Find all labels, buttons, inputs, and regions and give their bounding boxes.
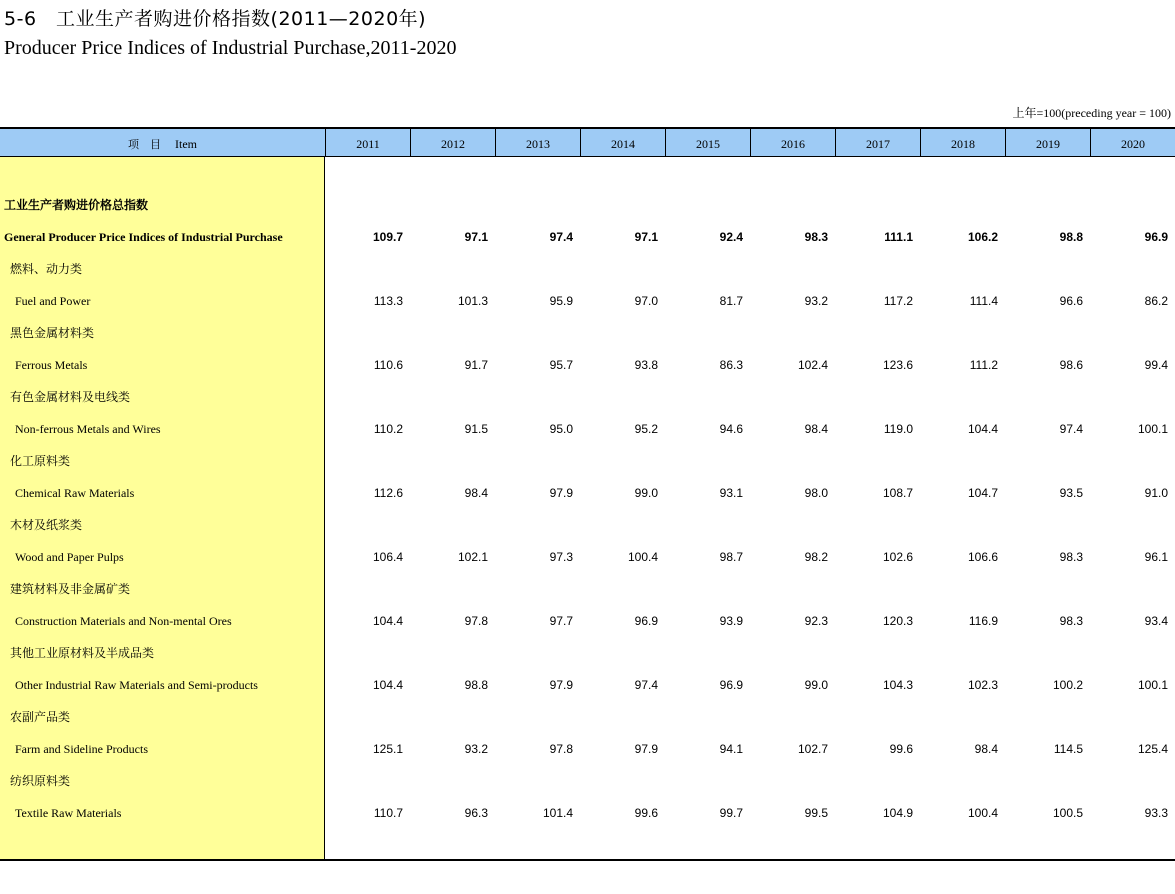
row-label-en: Farm and Sideline Products — [15, 742, 148, 756]
table-cell: 97.1 — [464, 230, 488, 244]
row-label-cn: 有色金属材料及电线类 — [10, 390, 131, 404]
table-cell: 100.1 — [1137, 678, 1168, 692]
table-cell: 104.7 — [967, 486, 998, 500]
table-cell: 99.5 — [804, 806, 828, 820]
table-cell: 97.4 — [1059, 422, 1083, 436]
row-label-en: Chemical Raw Materials — [15, 486, 135, 500]
table-cell: 96.9 — [719, 678, 743, 692]
row-label-en: Ferrous Metals — [15, 358, 88, 372]
table-cell: 101.3 — [457, 294, 488, 308]
table-cell: 94.6 — [719, 422, 743, 436]
table-cell: 98.2 — [804, 550, 828, 564]
table-cell: 97.8 — [549, 742, 573, 756]
table-cell: 98.3 — [1059, 614, 1083, 628]
table-cell: 91.0 — [1144, 486, 1168, 500]
table-cell: 97.9 — [549, 678, 573, 692]
table-cell: 93.4 — [1144, 614, 1168, 628]
page-title-en: Producer Price Indices of Industrial Purchase,2011-2020 — [4, 37, 457, 59]
row-label-cn: 工业生产者购进价格总指数 — [4, 198, 149, 212]
table-cell: 91.5 — [464, 422, 488, 436]
table-cell: 96.9 — [634, 614, 658, 628]
row-label-en: Construction Materials and Non-mental Ores — [15, 614, 232, 628]
table-cell: 92.4 — [719, 230, 743, 244]
table-cell: 99.0 — [804, 678, 828, 692]
table-cell: 92.3 — [804, 614, 828, 628]
table-cell: 98.7 — [719, 550, 743, 564]
table-cell: 117.2 — [883, 294, 913, 308]
row-label-cn: 黑色金属材料类 — [10, 326, 95, 340]
table-cell: 97.4 — [634, 678, 658, 692]
table-cell: 101.4 — [542, 806, 573, 820]
table-cell: 95.2 — [634, 422, 658, 436]
row-label-en: Wood and Paper Pulps — [15, 550, 124, 564]
table-cell: 106.6 — [967, 550, 998, 564]
table-cell: 93.2 — [804, 294, 828, 308]
price-index-table — [0, 127, 1175, 861]
table-cell: 97.9 — [549, 486, 573, 500]
header-year-2011: 2011 — [325, 129, 410, 157]
header-item-en: Item — [175, 137, 197, 151]
row-label-cn: 农副产品类 — [10, 710, 71, 724]
table-cell: 94.1 — [719, 742, 743, 756]
table-cell: 97.0 — [634, 294, 658, 308]
table-cell: 97.9 — [634, 742, 658, 756]
table-cell: 91.7 — [464, 358, 488, 372]
header-item-cn: 项 目 — [128, 138, 161, 151]
table-cell: 96.1 — [1144, 550, 1168, 564]
table-cell: 125.1 — [372, 742, 403, 756]
row-label-cn: 木材及纸浆类 — [10, 518, 83, 532]
table-cell: 100.4 — [627, 550, 658, 564]
table-cell: 86.3 — [719, 358, 743, 372]
row-label-cn: 纺织原料类 — [10, 774, 71, 788]
page-title-cn: 5-6 工业生产者购进价格指数(2011—2020年) — [4, 8, 427, 30]
header-year-2012: 2012 — [410, 129, 495, 157]
table-cell: 98.4 — [804, 422, 828, 436]
header-year-2020: 2020 — [1090, 129, 1175, 157]
table-cell: 95.9 — [549, 294, 573, 308]
table-cell: 98.3 — [804, 230, 828, 244]
table-cell: 99.6 — [634, 806, 658, 820]
table-cell: 98.6 — [1059, 358, 1083, 372]
table-cell: 98.8 — [1059, 230, 1083, 244]
header-item — [0, 129, 325, 157]
table-cell: 104.4 — [372, 614, 403, 628]
table-cell: 93.9 — [719, 614, 743, 628]
table-cell: 116.9 — [968, 614, 998, 628]
row-label-en: General Producer Price Indices of Industrial Purchase — [4, 230, 283, 244]
table-cell: 106.4 — [372, 550, 403, 564]
table-cell: 104.3 — [882, 678, 913, 692]
table-cell: 95.0 — [549, 422, 573, 436]
table-cell: 98.3 — [1059, 550, 1083, 564]
table-cell: 98.0 — [804, 486, 828, 500]
table-cell: 123.6 — [882, 358, 913, 372]
table-cell: 93.2 — [464, 742, 488, 756]
row-label-en: Other Industrial Raw Materials and Semi-products — [15, 678, 258, 692]
table-cell: 125.4 — [1137, 742, 1168, 756]
table-cell: 102.4 — [797, 358, 828, 372]
header-year-2015: 2015 — [665, 129, 750, 157]
table-cell: 100.4 — [967, 806, 998, 820]
table-cell: 108.7 — [882, 486, 913, 500]
header-year-2013: 2013 — [495, 129, 580, 157]
table-cell: 99.0 — [634, 486, 658, 500]
table-cell: 106.2 — [967, 230, 998, 244]
table-cell: 99.4 — [1144, 358, 1168, 372]
row-label-cn: 建筑材料及非金属矿类 — [10, 582, 131, 596]
table-cell: 110.6 — [373, 358, 403, 372]
table-cell: 100.5 — [1052, 806, 1083, 820]
header-year-2017: 2017 — [835, 129, 920, 157]
table-cell: 86.2 — [1144, 294, 1168, 308]
table-cell: 112.6 — [373, 486, 403, 500]
table-cell: 119.0 — [883, 422, 913, 436]
table-cell: 114.5 — [1053, 742, 1083, 756]
header-year-2018: 2018 — [920, 129, 1005, 157]
table-cell: 104.9 — [882, 806, 913, 820]
table-cell: 96.9 — [1144, 230, 1168, 244]
table-header — [0, 127, 1175, 157]
table-cell: 96.3 — [464, 806, 488, 820]
table-cell: 110.2 — [373, 422, 403, 436]
row-label-cn: 化工原料类 — [10, 454, 71, 468]
table-cell: 95.7 — [549, 358, 573, 372]
header-year-2016: 2016 — [750, 129, 835, 157]
table-cell: 81.7 — [719, 294, 743, 308]
table-cell: 120.3 — [882, 614, 913, 628]
row-label-cn: 其他工业原材料及半成品类 — [10, 646, 155, 660]
table-cell: 98.4 — [974, 742, 998, 756]
table-cell: 109.7 — [372, 230, 403, 244]
table-cell: 104.4 — [372, 678, 403, 692]
table-cell: 99.7 — [719, 806, 743, 820]
header-year-2019: 2019 — [1005, 129, 1090, 157]
header-year-2014: 2014 — [580, 129, 665, 157]
table-cell: 111.4 — [969, 294, 998, 308]
table-cell: 111.2 — [969, 358, 998, 372]
table-cell: 98.8 — [464, 678, 488, 692]
table-cell: 102.1 — [457, 550, 488, 564]
table-bottom-rule — [0, 859, 1175, 861]
table-cell: 93.5 — [1059, 486, 1083, 500]
table-cell: 97.4 — [549, 230, 573, 244]
table-cell: 104.4 — [967, 422, 998, 436]
table-cell: 93.1 — [719, 486, 743, 500]
row-label-en: Fuel and Power — [15, 294, 91, 308]
table-cell: 102.3 — [967, 678, 998, 692]
table-cell: 113.3 — [373, 294, 403, 308]
table-cell: 97.1 — [634, 230, 658, 244]
table-cell: 102.7 — [797, 742, 828, 756]
table-cell: 100.2 — [1052, 678, 1083, 692]
table-cell: 102.6 — [882, 550, 913, 564]
row-label-en: Non-ferrous Metals and Wires — [15, 422, 161, 436]
table-cell: 111.1 — [884, 230, 913, 244]
table-cell: 100.1 — [1137, 422, 1168, 436]
table-cell: 110.7 — [373, 806, 403, 820]
row-label-en: Textile Raw Materials — [15, 806, 122, 820]
table-cell: 93.3 — [1144, 806, 1168, 820]
unit-note: 上年=100(preceding year = 100) — [1012, 106, 1171, 120]
table-cell: 96.6 — [1059, 294, 1083, 308]
table-cell: 97.3 — [549, 550, 573, 564]
table-cell: 97.8 — [464, 614, 488, 628]
table-cell: 99.6 — [889, 742, 913, 756]
row-label-cn: 燃料、动力类 — [10, 262, 83, 276]
table-cell: 93.8 — [634, 358, 658, 372]
table-cell: 97.7 — [549, 614, 573, 628]
table-cell: 98.4 — [464, 486, 488, 500]
